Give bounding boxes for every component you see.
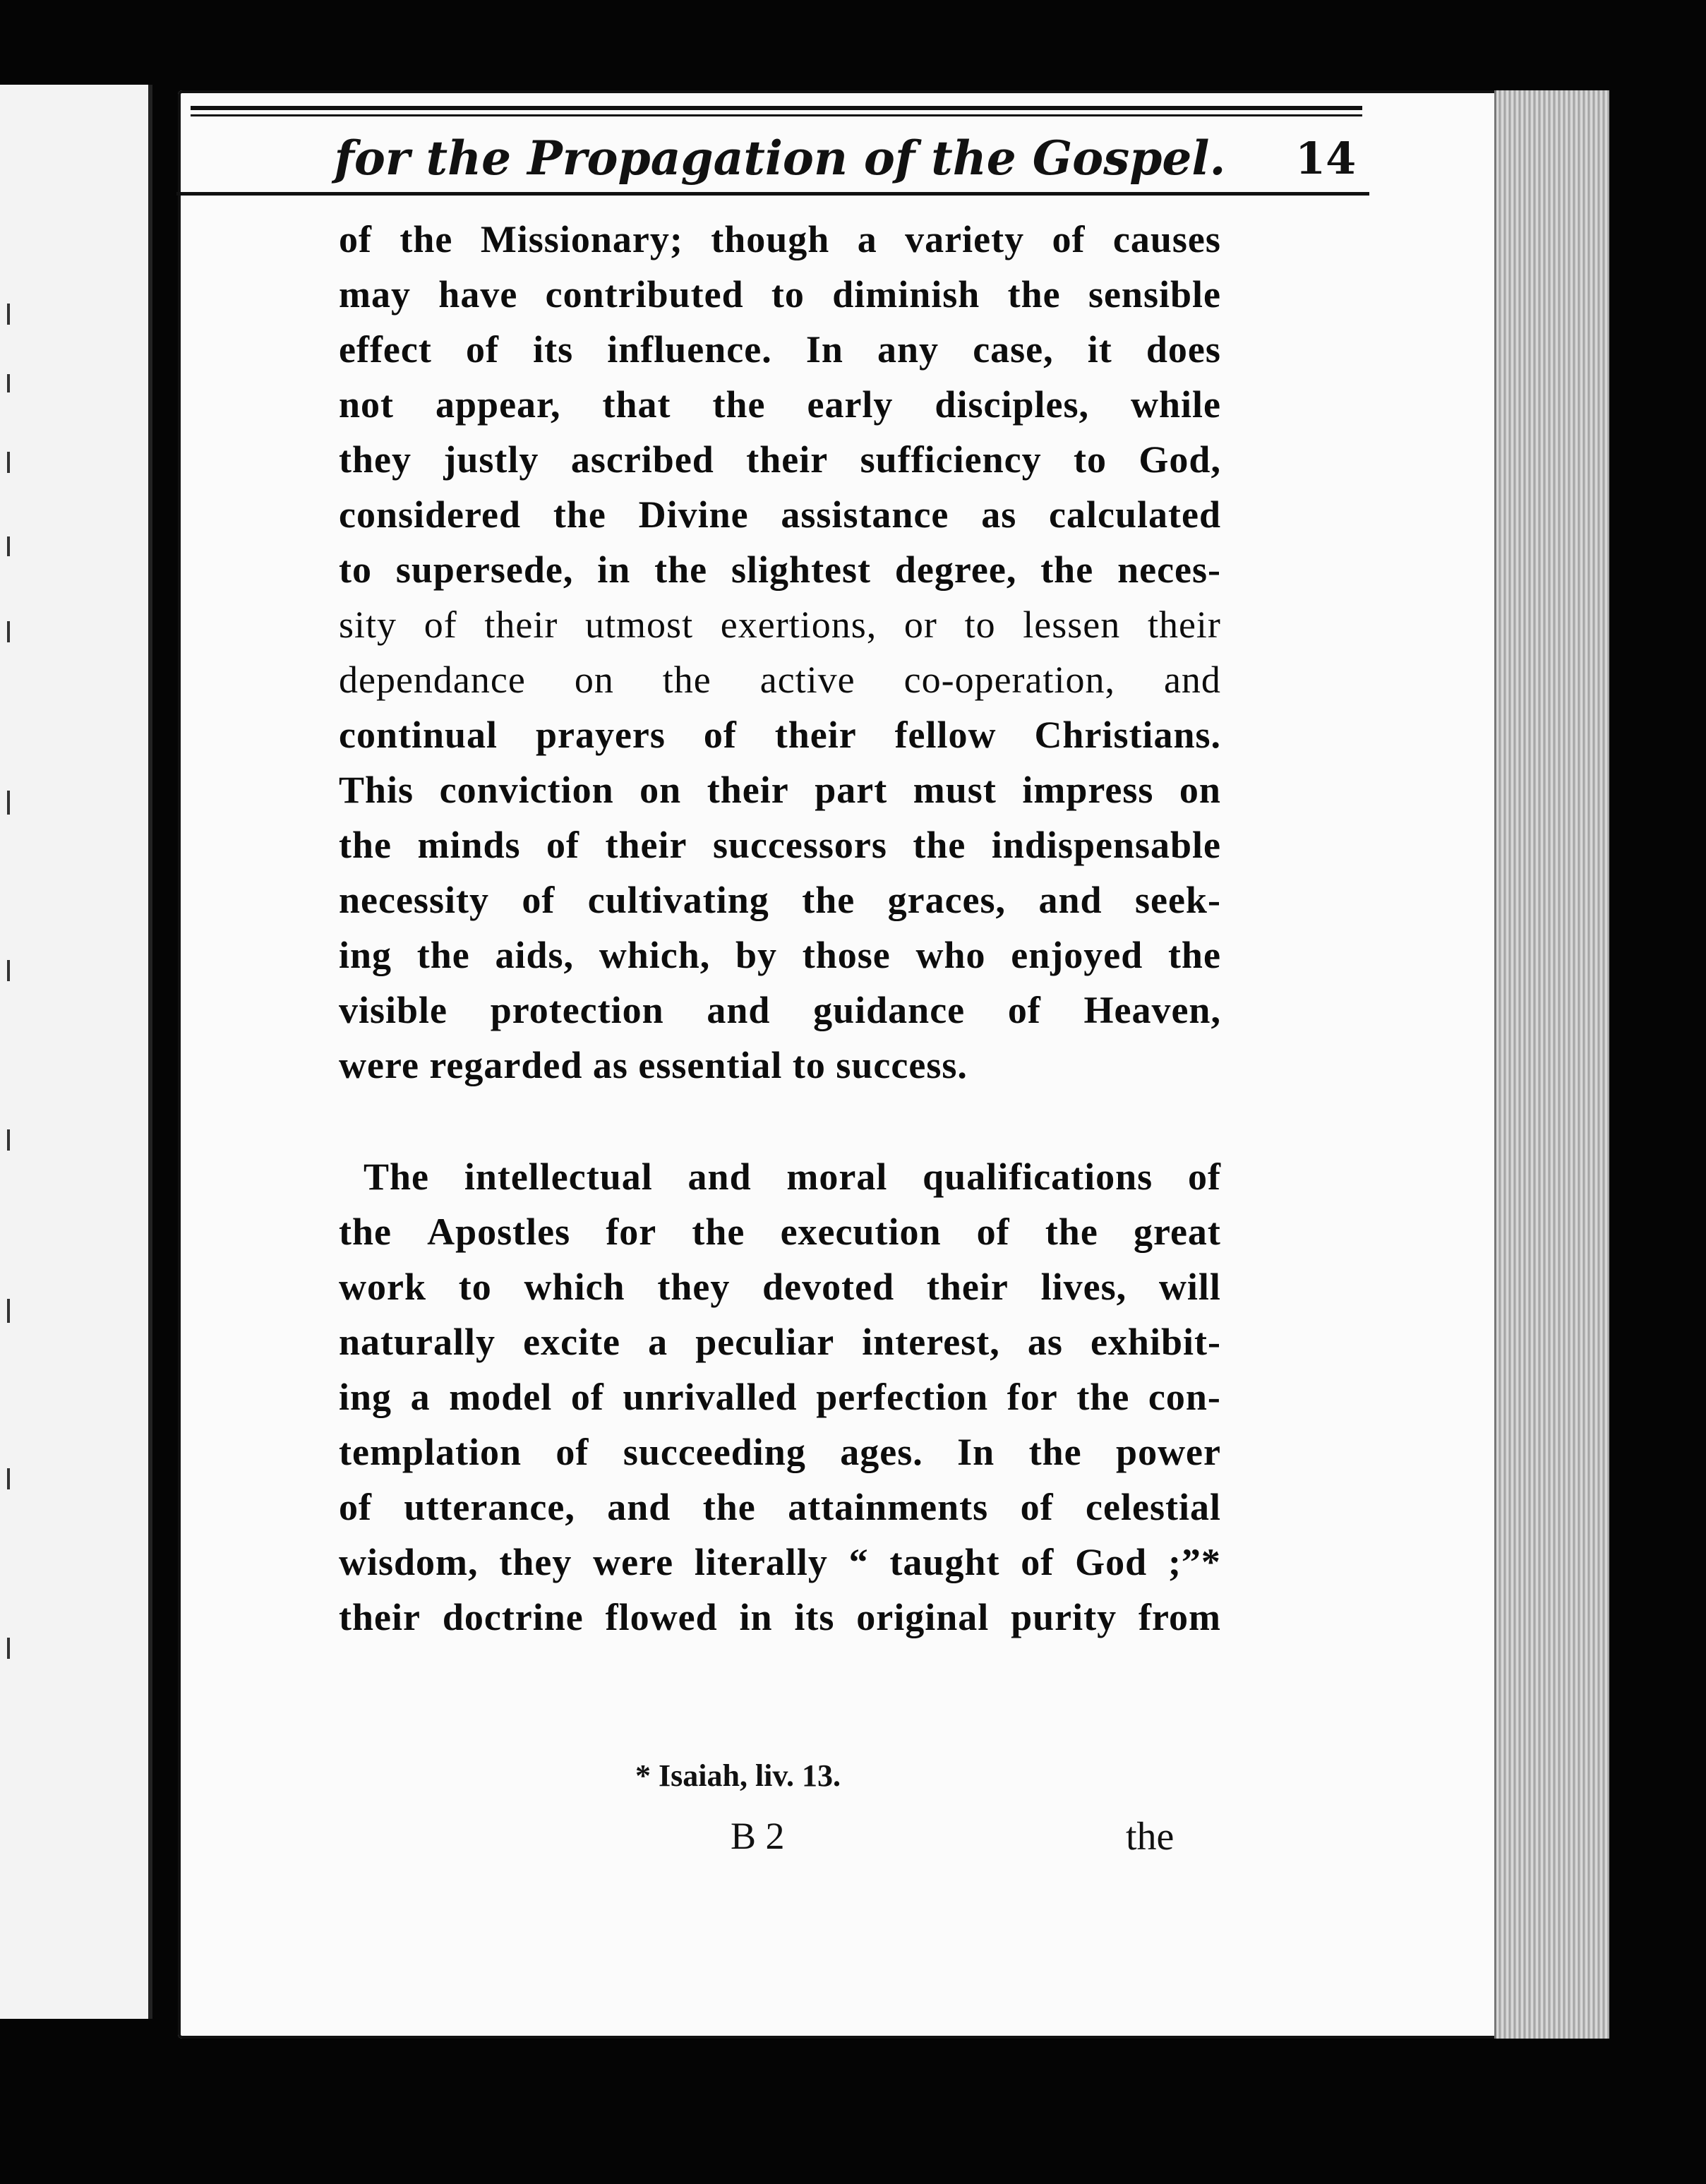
signature-mark: B 2 — [731, 1815, 785, 1857]
word: which, — [599, 934, 711, 976]
body-text — [339, 212, 1221, 1645]
word: seek- — [1134, 879, 1221, 921]
word: conviction — [439, 769, 614, 811]
word: visible — [339, 989, 448, 1031]
word: flowed — [605, 1596, 718, 1638]
word: sity — [339, 604, 397, 646]
word: on — [1179, 769, 1221, 811]
word: of — [1052, 218, 1086, 260]
text-line — [339, 322, 1221, 377]
word: guidance — [813, 989, 966, 1031]
word: co-operation, — [903, 659, 1115, 701]
word: must — [913, 769, 997, 811]
word: contributed — [545, 273, 744, 316]
word: execution — [780, 1211, 942, 1253]
word: their — [484, 604, 558, 646]
word: on — [574, 659, 614, 701]
word: qualifications — [923, 1156, 1153, 1198]
word: will — [1158, 1266, 1221, 1308]
word: Christians. — [1034, 714, 1221, 756]
word: sensible — [1088, 273, 1221, 316]
word: on — [639, 769, 682, 811]
text-line — [339, 983, 1221, 1038]
header-rule-thin — [191, 114, 1362, 116]
word: to — [964, 604, 996, 646]
word: interest, — [862, 1321, 1000, 1363]
word: lives, — [1040, 1266, 1127, 1308]
word: by — [735, 934, 778, 976]
catchword: the — [1126, 1815, 1175, 1859]
word: attainments — [788, 1486, 989, 1528]
running-head: for the Propagation of the Gospel. — [334, 131, 1226, 186]
word: exhibit- — [1090, 1321, 1221, 1363]
word: variety — [905, 218, 1025, 260]
word: the — [416, 934, 470, 976]
word: naturally — [339, 1321, 496, 1363]
word: doctrine — [442, 1596, 584, 1638]
text-line — [339, 212, 1221, 267]
word: the — [1045, 1211, 1098, 1253]
word: Heaven, — [1083, 989, 1221, 1031]
word: their — [707, 769, 789, 811]
word: God — [1075, 1541, 1148, 1583]
word: of — [1187, 1156, 1221, 1198]
word: the — [662, 659, 711, 701]
word: its — [794, 1596, 835, 1638]
word: literally — [694, 1541, 828, 1583]
word: as — [981, 493, 1017, 536]
word: supersede, — [395, 548, 574, 591]
word: for — [606, 1211, 657, 1253]
word: This — [339, 769, 414, 811]
page-fore-edge — [1494, 90, 1609, 2039]
word: of — [1020, 1486, 1054, 1528]
word: neces- — [1117, 548, 1221, 591]
word: utmost — [585, 604, 694, 646]
text-line — [339, 1369, 1221, 1424]
word: a — [410, 1376, 431, 1418]
word: effect — [339, 328, 432, 371]
word: as — [1027, 1321, 1063, 1363]
text-line — [339, 1259, 1221, 1314]
word: justly — [443, 438, 539, 481]
text-line — [339, 597, 1221, 652]
word: continual — [339, 714, 498, 756]
text-line — [339, 377, 1221, 432]
word: cultivating — [587, 879, 769, 921]
word: early — [807, 383, 894, 426]
word: successors — [712, 824, 887, 866]
word: calculated — [1049, 493, 1221, 536]
text-line — [339, 1314, 1221, 1369]
facing-page-edge — [0, 85, 152, 2019]
word: original — [856, 1596, 990, 1638]
word: excite — [523, 1321, 621, 1363]
word: the — [339, 1211, 392, 1253]
word: “ — [848, 1541, 869, 1583]
word: does — [1146, 328, 1221, 371]
word: The — [364, 1156, 430, 1198]
word: of — [555, 1431, 589, 1473]
word: In — [805, 328, 843, 371]
footnote: * Isaiah, liv. 13. — [635, 1758, 841, 1793]
word: to — [458, 1266, 492, 1308]
word: impress — [1022, 769, 1154, 811]
word: Divine — [638, 493, 749, 536]
word: slightest — [731, 548, 872, 591]
word: moral — [786, 1156, 888, 1198]
word: sufficiency — [860, 438, 1042, 481]
text-line — [339, 267, 1221, 322]
word: intellectual — [464, 1156, 653, 1198]
word: protection — [490, 989, 664, 1031]
word: ing — [339, 934, 392, 976]
word: the — [1076, 1376, 1130, 1418]
word: devoted — [762, 1266, 895, 1308]
word: case, — [973, 328, 1054, 371]
word: the — [1007, 273, 1061, 316]
word: ;”* — [1167, 1541, 1221, 1583]
word: considered — [339, 493, 522, 536]
text-line — [339, 817, 1221, 872]
word: succeeding — [623, 1431, 806, 1473]
word: active — [759, 659, 855, 701]
word: Apostles — [427, 1211, 571, 1253]
word: part — [815, 769, 888, 811]
word: minds — [417, 824, 521, 866]
word: causes — [1112, 218, 1221, 260]
word: work — [339, 1266, 426, 1308]
word: of — [424, 604, 457, 646]
word: their — [605, 824, 687, 866]
word: of — [546, 824, 580, 866]
text-line — [339, 1204, 1221, 1259]
word: the — [1028, 1431, 1082, 1473]
word: dependance — [339, 659, 526, 701]
word: ascribed — [570, 438, 714, 481]
word: and — [687, 1156, 752, 1198]
word: degree, — [894, 548, 1017, 591]
word: and — [707, 989, 771, 1031]
word: wisdom, — [339, 1541, 479, 1583]
word: prayers — [535, 714, 666, 756]
word: the — [1167, 934, 1221, 976]
word: a — [648, 1321, 668, 1363]
word: ing — [339, 1376, 392, 1418]
text-line — [339, 1149, 1221, 1204]
text-line — [339, 487, 1221, 542]
word: of — [339, 1486, 372, 1528]
word: utterance, — [404, 1486, 575, 1528]
text-line — [339, 1480, 1221, 1535]
word: taught — [889, 1541, 1000, 1583]
word: and — [1163, 659, 1221, 701]
word: model — [449, 1376, 553, 1418]
word: lessen — [1023, 604, 1121, 646]
word: assistance — [781, 493, 949, 536]
word: con- — [1148, 1376, 1221, 1418]
page-number: 14 — [1295, 133, 1357, 184]
header-rule-thick — [191, 106, 1362, 110]
word: any — [877, 328, 939, 371]
word: from — [1139, 1596, 1221, 1638]
word: have — [438, 273, 518, 316]
word: and — [607, 1486, 671, 1528]
word: or — [903, 604, 937, 646]
word: that — [602, 383, 671, 426]
word: enjoyed — [1011, 934, 1143, 976]
word: its — [533, 328, 574, 371]
word: of — [976, 1211, 1010, 1253]
word: while — [1130, 383, 1221, 426]
word: a — [857, 218, 877, 260]
word: diminish — [832, 273, 980, 316]
word: were — [593, 1541, 674, 1583]
text-line — [339, 542, 1221, 597]
word: the — [702, 1486, 756, 1528]
word: the — [1040, 548, 1094, 591]
word: perfection — [816, 1376, 989, 1418]
word: indispensable — [991, 824, 1221, 866]
text-line — [339, 872, 1221, 928]
word: the — [913, 824, 966, 866]
word: graces, — [887, 879, 1007, 921]
word: great — [1133, 1211, 1221, 1253]
word: unrivalled — [623, 1376, 798, 1418]
word: their — [1147, 604, 1221, 646]
word: those — [802, 934, 891, 976]
word: of — [522, 879, 555, 921]
word: the — [339, 824, 392, 866]
word: to — [771, 273, 805, 316]
word: though — [711, 218, 830, 260]
word: purity — [1011, 1596, 1117, 1638]
word: may — [339, 273, 411, 316]
word: power — [1116, 1431, 1221, 1473]
word: the — [692, 1211, 745, 1253]
word: of — [1021, 1541, 1055, 1583]
word: for — [1007, 1376, 1058, 1418]
word: influence. — [607, 328, 772, 371]
word: In — [957, 1431, 995, 1473]
word: not — [339, 383, 395, 426]
word: who — [915, 934, 986, 976]
word: their — [774, 714, 857, 756]
text-line: were regarded as essential to success. — [339, 1044, 968, 1086]
word: which — [524, 1266, 625, 1308]
word: fellow — [894, 714, 997, 756]
word: the — [802, 879, 855, 921]
word: they — [499, 1541, 572, 1583]
word: their — [339, 1596, 421, 1638]
word: of — [1007, 989, 1041, 1031]
word: peculiar — [695, 1321, 835, 1363]
word: the — [553, 493, 606, 536]
word: God, — [1139, 438, 1221, 481]
word: they — [339, 438, 412, 481]
word: exertions, — [720, 604, 877, 646]
word: it — [1087, 328, 1112, 371]
text-line — [339, 652, 1221, 707]
word: they — [657, 1266, 731, 1308]
text-line — [339, 762, 1221, 817]
word: the — [712, 383, 766, 426]
word: and — [1038, 879, 1103, 921]
text-line — [339, 1424, 1221, 1480]
text-line — [339, 432, 1221, 487]
word: of — [703, 714, 737, 756]
word: necessity — [339, 879, 489, 921]
word: their — [926, 1266, 1009, 1308]
word: aids, — [495, 934, 575, 976]
word: to — [339, 548, 372, 591]
word: celestial — [1086, 1486, 1221, 1528]
word: to — [1074, 438, 1107, 481]
text-line — [339, 928, 1221, 983]
word: in — [739, 1596, 773, 1638]
word: templation — [339, 1431, 522, 1473]
header-underline — [176, 192, 1369, 196]
word: the — [654, 548, 708, 591]
word: of — [339, 218, 372, 260]
word: the — [400, 218, 453, 260]
word: ages. — [840, 1431, 923, 1473]
word: in — [597, 548, 631, 591]
text-line — [339, 1535, 1221, 1590]
text-line — [339, 1590, 1221, 1645]
word: of — [570, 1376, 604, 1418]
word: of — [465, 328, 499, 371]
word: appear, — [435, 383, 561, 426]
word: their — [746, 438, 829, 481]
word: disciples, — [935, 383, 1089, 426]
text-line — [339, 707, 1221, 762]
word: Missionary; — [480, 218, 683, 260]
